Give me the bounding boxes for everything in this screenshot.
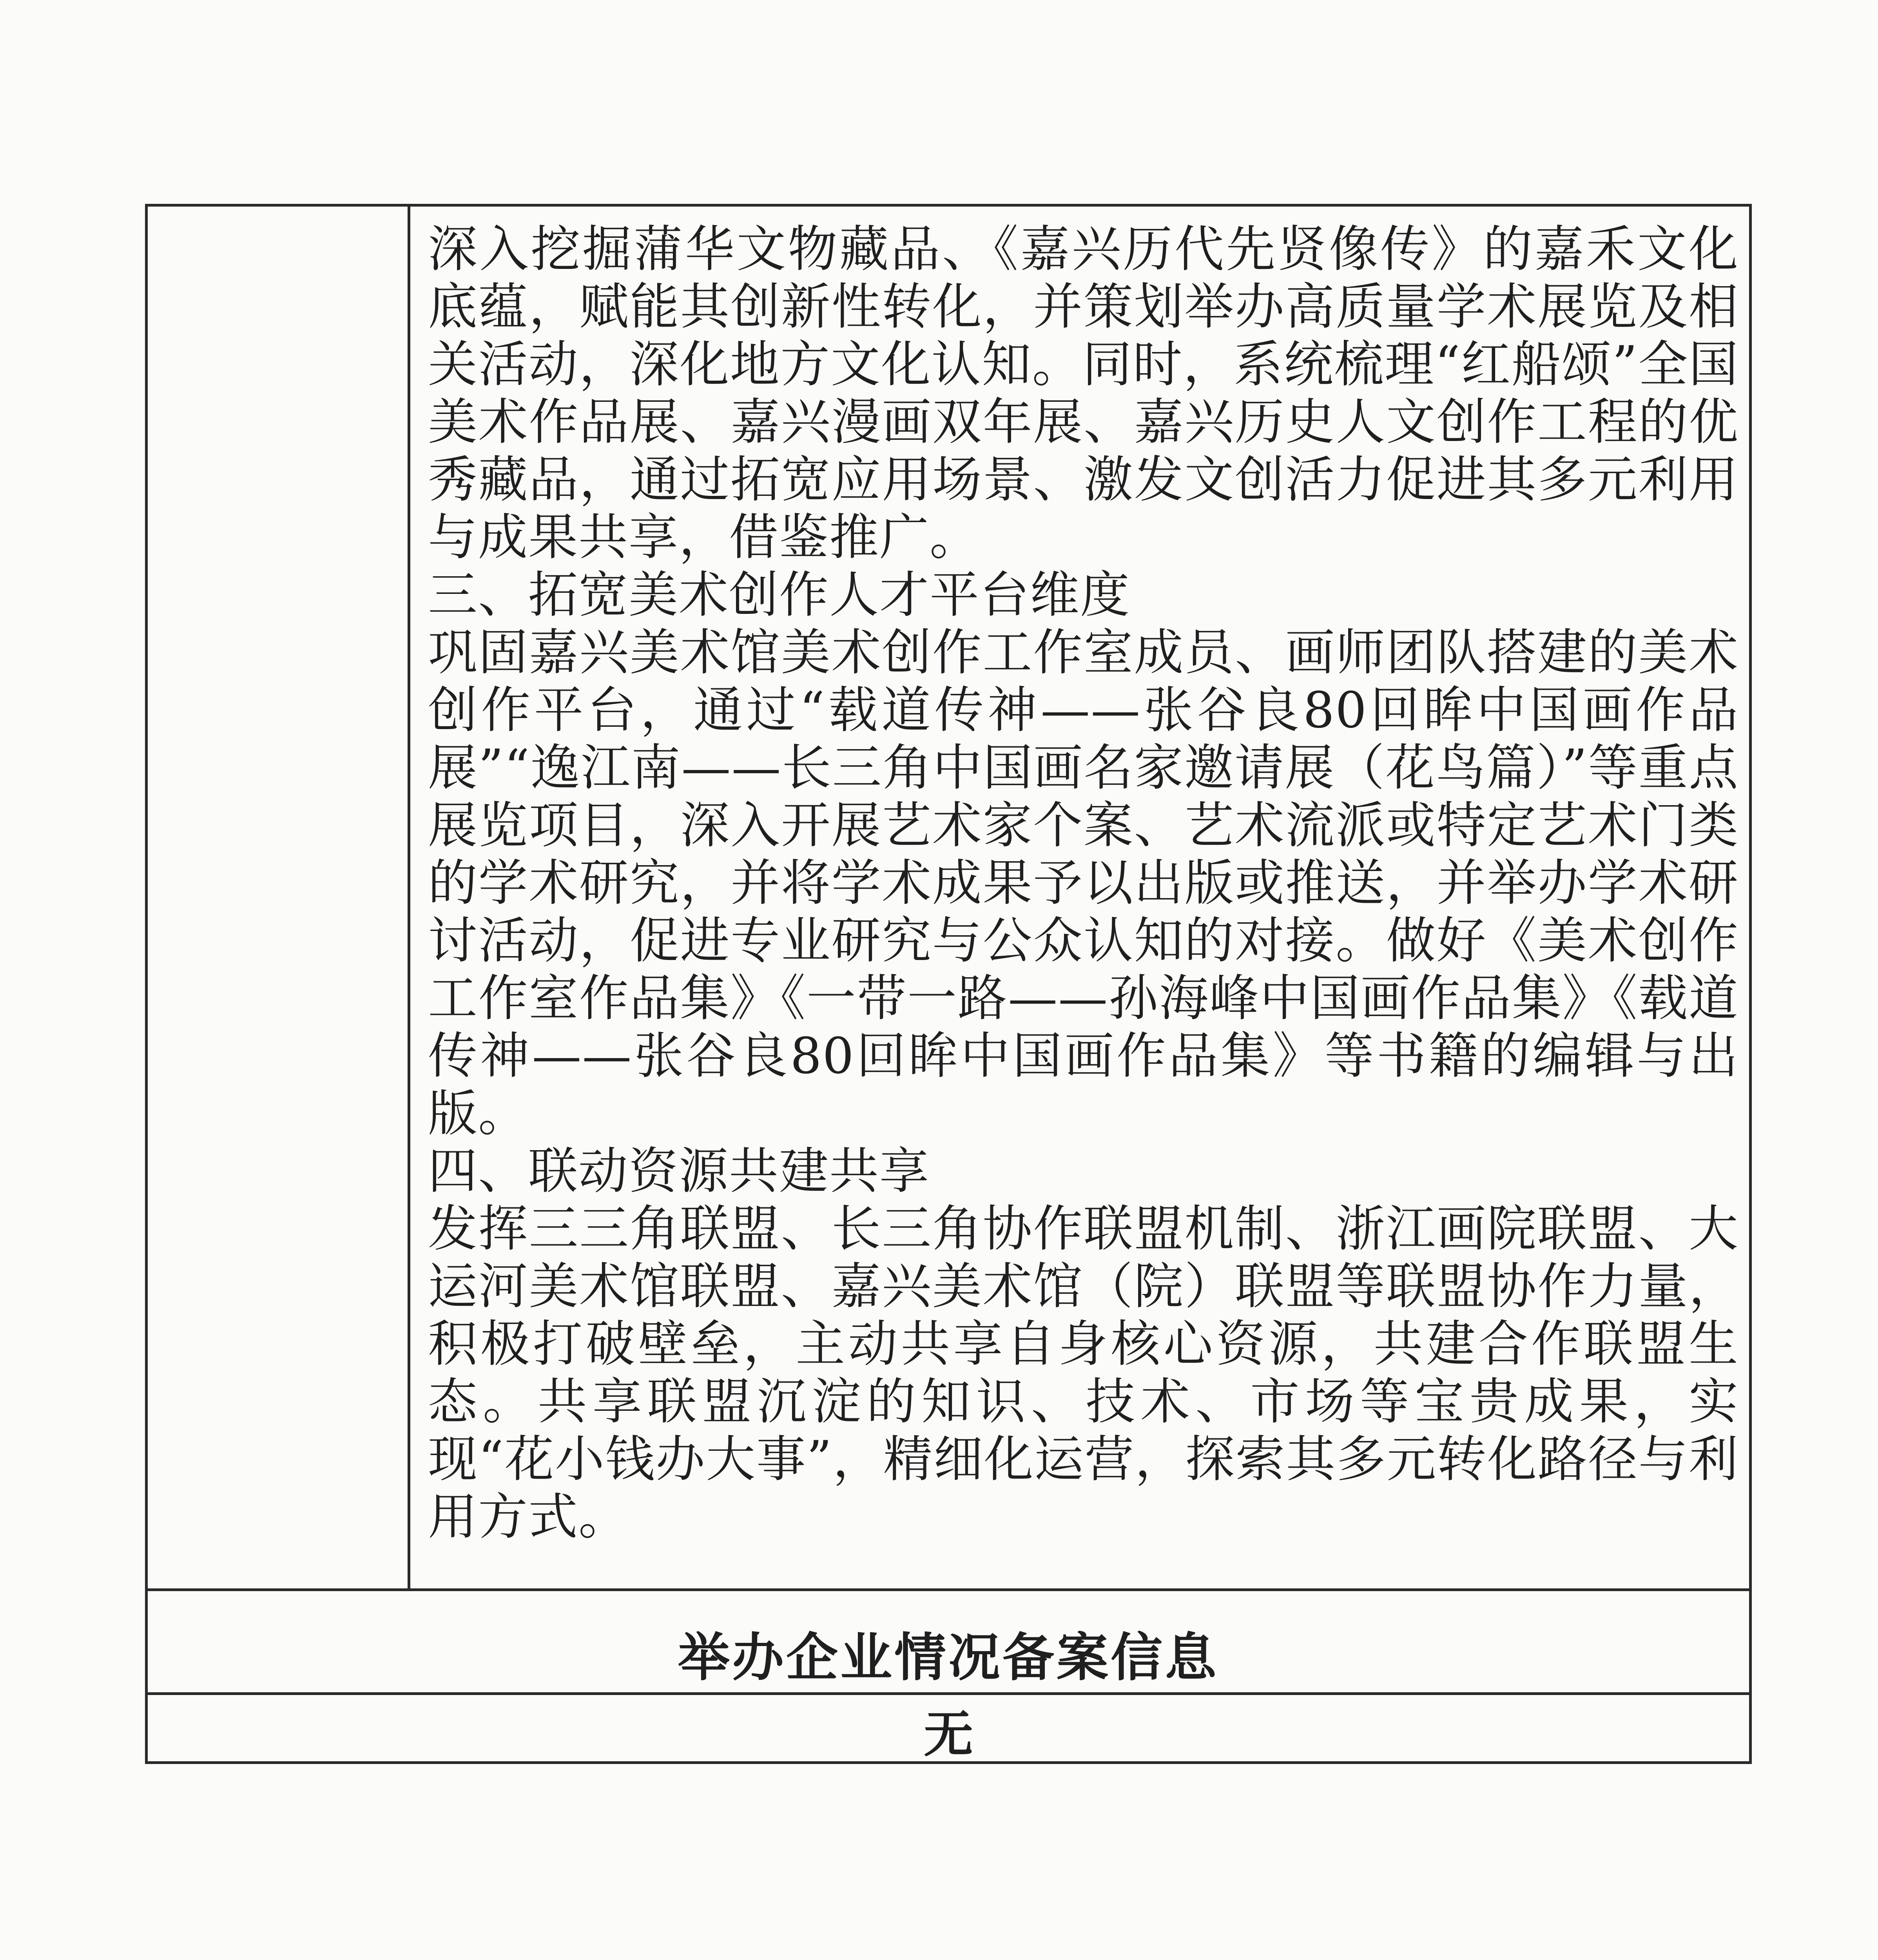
label-column: [148, 207, 410, 1588]
heading-resource-sharing: 四、联动资源共建共享: [428, 1142, 930, 1200]
filing-table: [145, 204, 1752, 1764]
section-value: 无: [924, 1705, 973, 1763]
content-cell: [410, 207, 1751, 1588]
section-title: 举办企业情况备案信息: [678, 1627, 1219, 1688]
enterprise-filing-header-row: [148, 1588, 1749, 1692]
enterprise-filing-value-row: [148, 1692, 1749, 1763]
paragraph-resource-sharing: 发挥三三角联盟、长三角协作联盟机制、浙江画院联盟、大运河美术馆联盟、嘉兴美术馆（院）联盟等联盟协作力量，积极打破壁垒，主动共享自身核心资源，共建合作联盟生态。共享联盟沉淀的知识、技术、市场等宝贵成果，实现“花小钱办大事”，精细化运营，探索其多元转化路径与利用方式。: [428, 1200, 1739, 1546]
paragraph-heritage: 深入挖掘蒲华文物藏品、《嘉兴历代先贤像传》的嘉禾文化底蕴，赋能其创新性转化，并策划举办高质量学术展览及相关活动，深化地方文化认知。同时，系统梳理“红船颂”全国美术作品展、嘉兴漫画双年展、嘉兴历史人文创作工程的优秀藏品，通过拓宽应用场景、激发文创活力促进其多元利用与成果共享，借鉴推广。: [428, 220, 1739, 566]
heading-talent-platform: 三、拓宽美术创作人才平台维度: [428, 566, 1130, 624]
paragraph-talent-platform: 巩固嘉兴美术馆美术创作工作室成员、画师团队搭建的美术创作平台，通过“载道传神——张谷良80回眸中国画作品展”“逸江南——长三角中国画名家邀请展（花鸟篇）”等重点展览项目，深入开展艺术家个案、艺术流派或特定艺术门类的学术研究，并将学术成果予以出版或推送，并举办学术研讨活动，促进专业研究与公众认知的对接。做好《美术创作工作室作品集》《一带一路——孙海峰中国画作品集》《载道传神——张谷良80回眸中国画作品集》等书籍的编辑与出版。: [428, 624, 1739, 1142]
